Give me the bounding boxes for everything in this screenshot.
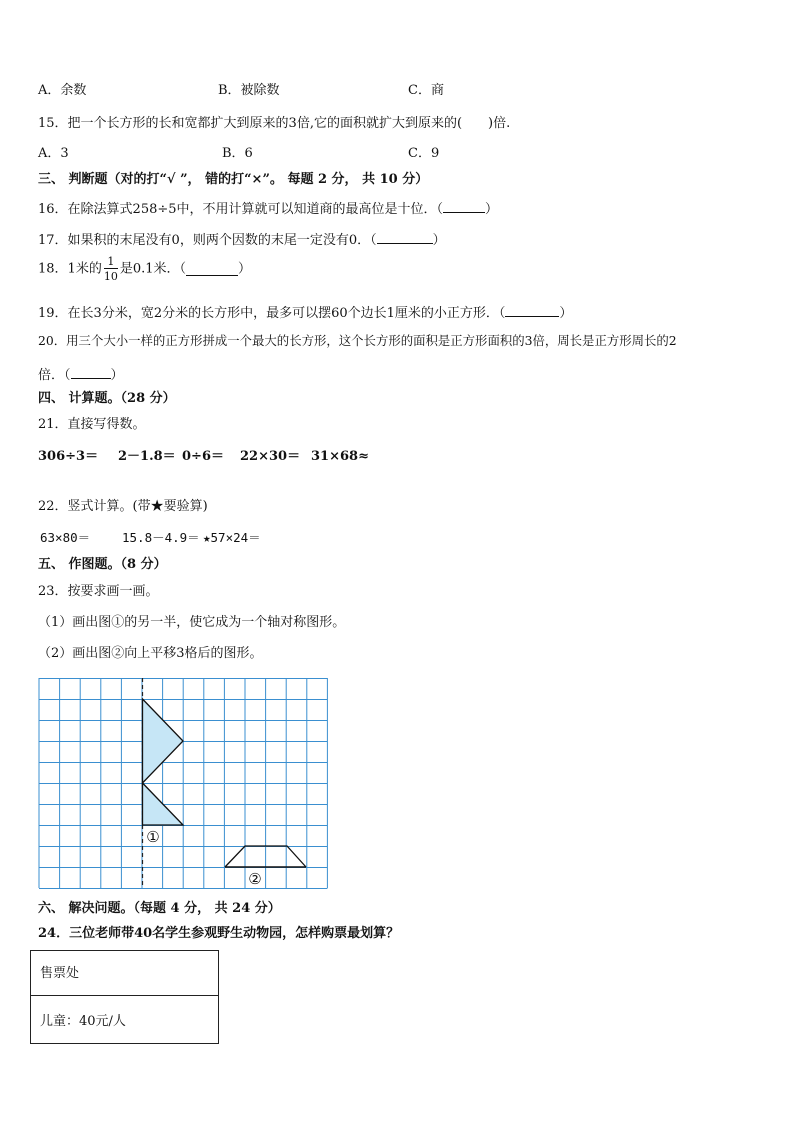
- question-21: 21．直接写得数。: [38, 417, 146, 432]
- answer-blank[interactable]: [505, 304, 559, 317]
- ticket-price: 儿童：40元/人: [40, 1014, 126, 1029]
- option-b: B．被除数: [218, 83, 280, 98]
- answer-blank[interactable]: [443, 200, 485, 213]
- question-text: 18．1米的: [38, 261, 102, 277]
- grid-lines: [39, 678, 327, 889]
- question-text: 倍．: [38, 368, 65, 383]
- question-23-part-1: （1）画出图①的另一半，使它成为一个轴对称图形。: [38, 615, 346, 630]
- blank-open: （: [436, 202, 444, 217]
- question-20: 20．用三个大小一样的正方形拼成一个最大的长方形，这个长方形的面积是正方形面积的3倍，周长是正方形周长的2: [38, 333, 677, 348]
- option-c: C．商: [408, 83, 444, 98]
- question-16: [38, 200, 498, 216]
- fraction-numerator: 1: [104, 256, 118, 269]
- ticket-sign: [30, 950, 219, 1044]
- blank-open: （: [498, 306, 506, 321]
- figure-2-label: ②: [248, 870, 262, 888]
- option-c: C．9: [408, 146, 440, 161]
- calc-item: 63×80＝: [40, 530, 91, 545]
- blank-close: ）: [238, 261, 252, 277]
- ticket-header-row: [31, 951, 218, 996]
- answer-blank[interactable]: [71, 366, 111, 379]
- blank-close: ）: [485, 202, 499, 217]
- blank-close: ）: [110, 368, 124, 383]
- question-text: 19．在长3分米，宽2分米的长方形中，最多可以摆60个边长1厘米的小正方形．: [38, 306, 499, 321]
- calc-item: 15.8－4.9＝: [122, 530, 200, 545]
- question-text: 16．在除法算式258÷5中，不用计算就可以知道商的最高位是十位．: [38, 202, 437, 217]
- question-17: [38, 231, 446, 247]
- section-title: 四、 计算题。（28 分）: [38, 391, 176, 406]
- question-18: [38, 256, 251, 282]
- fraction-denominator: 10: [103, 270, 118, 283]
- question-text: 17．如果积的末尾没有0，则两个因数的末尾一定没有0．: [38, 233, 371, 248]
- calc-item: 0÷6＝: [182, 449, 224, 464]
- question-15: 15．把一个长方形的长和宽都扩大到原来的3倍,它的面积就扩大到原来的( )倍.: [38, 116, 511, 131]
- option-b: B．6: [222, 146, 253, 161]
- calc-item: 306÷3＝: [38, 449, 99, 464]
- calc-item: ★57×24＝: [203, 530, 261, 545]
- figure-1-label: ①: [146, 828, 160, 846]
- question-22: 22．竖式计算。(带★要验算): [38, 499, 208, 514]
- option-a: A．3: [38, 146, 69, 161]
- blank-open: （: [64, 368, 71, 383]
- drawing-grid[interactable]: [38, 678, 328, 890]
- question-20-continued: [38, 366, 124, 382]
- calc-item: 22×30＝: [240, 449, 301, 464]
- option-a: A．余数: [38, 83, 87, 98]
- blank-close: ）: [559, 306, 573, 321]
- question-text: 是0.1米．: [119, 261, 180, 277]
- question-24: 24．三位老师带40名学生参观野生动物园，怎样购票最划算？: [38, 926, 400, 941]
- question-23: 23．按要求画一画。: [38, 584, 159, 599]
- ticket-header: 售票处: [40, 966, 80, 981]
- blank-open: （: [370, 233, 377, 248]
- calc-item: 31×68≈: [311, 449, 369, 464]
- section-title: 三、 判断题（对的打“√ ”， 错的打“×”。 每题 2 分， 共 10 分）: [38, 172, 429, 187]
- blank-open: （: [179, 261, 187, 277]
- blank-close: ）: [432, 233, 446, 248]
- question-23-part-2: （2）画出图②向上平移3格后的图形。: [38, 646, 263, 661]
- section-title: 五、 作图题。（8 分）: [38, 557, 167, 572]
- answer-blank[interactable]: [186, 263, 238, 276]
- fraction: [104, 256, 118, 282]
- question-19: [38, 304, 572, 320]
- calc-item: 2－1.8＝: [118, 449, 176, 464]
- section-title: 六、 解决问题。（每题 4 分， 共 24 分）: [38, 901, 281, 916]
- answer-blank[interactable]: [377, 231, 433, 244]
